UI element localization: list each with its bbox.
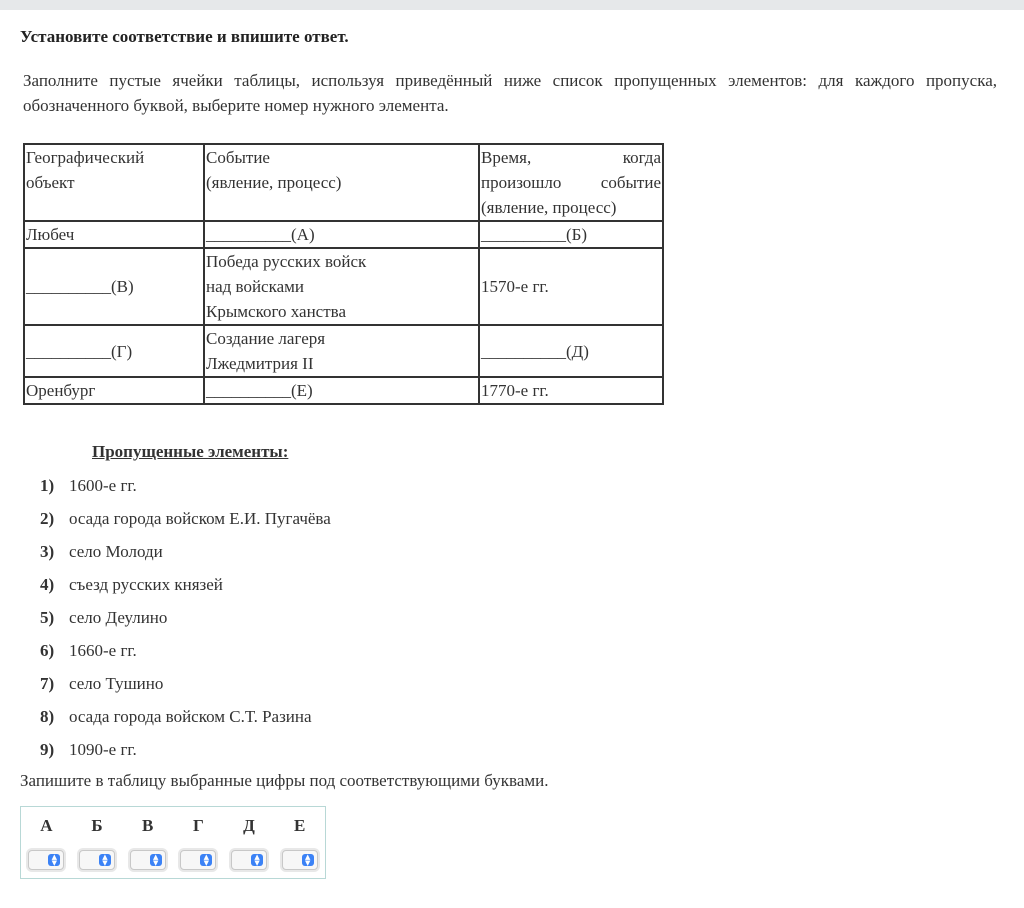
table-row [24, 248, 663, 325]
cell-time: 1570-е гг. [479, 248, 663, 325]
answer-select-g[interactable] [180, 850, 216, 870]
answer-select-v[interactable] [130, 850, 166, 870]
answer-letter: А [40, 816, 53, 835]
list-item [40, 672, 331, 705]
header-time [479, 144, 663, 221]
cell-object: Оренбург [24, 377, 204, 404]
cell-event [204, 248, 479, 325]
answer-letter: Г [192, 816, 204, 835]
cell-event: __________(Е) [204, 377, 479, 404]
answer-select-e[interactable] [282, 850, 318, 870]
answer-letter: Д [243, 816, 255, 835]
event-line: Создание лагеря [206, 329, 326, 348]
list-item [40, 639, 331, 672]
item-text: осада города войском С.Т. Разина [69, 707, 312, 726]
task-heading: Установите соответствие и впишите ответ. [20, 27, 349, 46]
cell-event [204, 325, 479, 377]
answer-select-d[interactable] [231, 850, 267, 870]
item-number: 9) [40, 740, 55, 759]
answer-selects-row [21, 845, 325, 878]
item-number: 1) [40, 476, 55, 495]
header-line: Время, когда [481, 148, 661, 167]
answer-letter: Б [91, 816, 103, 835]
list-item [40, 474, 331, 507]
item-text: 1660-е гг. [69, 641, 137, 660]
table-row [24, 377, 663, 404]
cell-object: Любеч [24, 221, 204, 248]
table-header-row [24, 144, 663, 221]
chevron-updown-icon: ▲ ▼ [200, 854, 212, 866]
event-line: Победа русских войск [206, 252, 367, 271]
top-bar [0, 0, 1024, 10]
table-row [24, 325, 663, 377]
cell-time: __________(Д) [479, 325, 663, 377]
list-item [40, 540, 331, 573]
table-row [24, 221, 663, 248]
history-table [23, 143, 664, 405]
item-text: 1600-е гг. [69, 476, 137, 495]
item-text: село Молоди [69, 542, 163, 561]
cell-object: __________(Г) [24, 325, 204, 377]
list-item [40, 507, 331, 540]
chevron-updown-icon: ▲ ▼ [48, 854, 60, 866]
item-number: 5) [40, 608, 55, 627]
chevron-updown-icon: ▲ ▼ [99, 854, 111, 866]
event-line: Крымского ханства [206, 302, 347, 321]
item-text: село Тушино [69, 674, 164, 693]
header-line: (явление, процесс) [206, 173, 342, 192]
answer-letters-row [21, 807, 325, 845]
answer-letter: Е [294, 816, 306, 835]
cell-time: __________(Б) [479, 221, 663, 248]
list-item [40, 705, 331, 738]
answer-instruction: Запишите в таблицу выбранные цифры под соответствующими буквами. [20, 771, 549, 790]
missing-elements-list [40, 474, 331, 771]
chevron-updown-icon: ▲ ▼ [150, 854, 162, 866]
list-item [40, 573, 331, 606]
item-number: 7) [40, 674, 55, 693]
cell-object: __________(В) [24, 248, 204, 325]
list-item [40, 738, 331, 771]
answer-letter: В [142, 816, 154, 835]
header-line: (явление, процесс) [481, 198, 617, 217]
cell-time: 1770-е гг. [479, 377, 663, 404]
answer-select-a[interactable] [28, 850, 64, 870]
item-number: 8) [40, 707, 55, 726]
answer-select-b[interactable] [79, 850, 115, 870]
item-number: 3) [40, 542, 55, 561]
chevron-updown-icon: ▲ ▼ [251, 854, 263, 866]
header-line: Событие [206, 148, 270, 167]
header-geo-object [24, 144, 204, 221]
item-text: съезд русских князей [69, 575, 223, 594]
answer-table [20, 806, 326, 879]
event-line: Лжедмитрия II [206, 354, 314, 373]
list-item [40, 606, 331, 639]
header-line: произошло событие [481, 173, 661, 192]
chevron-updown-icon: ▲ ▼ [302, 854, 314, 866]
item-text: 1090-е гг. [69, 740, 137, 759]
item-number: 4) [40, 575, 55, 594]
header-line: Географический [26, 148, 145, 167]
cell-event: __________(А) [204, 221, 479, 248]
header-line: объект [26, 173, 75, 192]
item-text: осада города войском Е.И. Пугачёва [69, 509, 331, 528]
item-number: 6) [40, 641, 55, 660]
item-text: село Деулино [69, 608, 168, 627]
item-number: 2) [40, 509, 55, 528]
task-instructions: Заполните пустые ячейки таблицы, используя приведённый ниже список пропущенных элементов: для каждого пропуска, обозначенного буквой, выберите номер нужного элемента. [23, 71, 997, 115]
missing-elements-title: Пропущенные элементы: [92, 442, 289, 461]
event-line: над войсками [206, 277, 304, 296]
header-event [204, 144, 479, 221]
